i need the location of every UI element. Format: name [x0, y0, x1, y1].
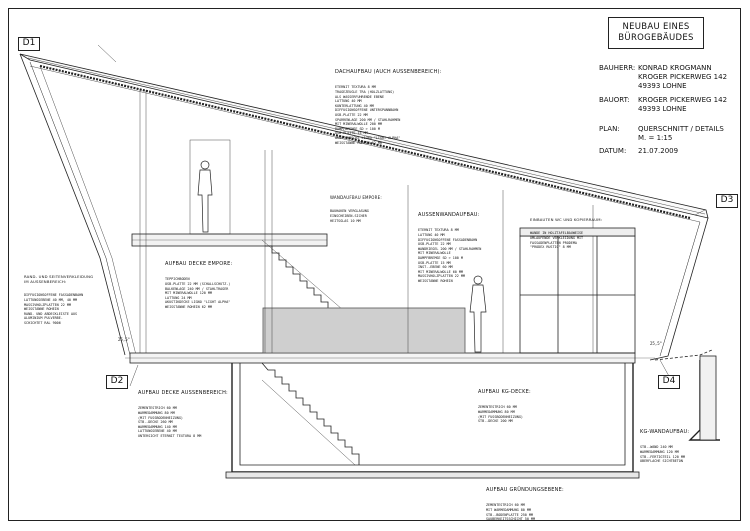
annotation-body: ETERNIT TEXTURA 8 MM TRAGEZEUGLE TRA (HOLZLATTUNG) ALS WASSERFUHRENDE EBENE LATTUNG 40 MM KONTERLATTUNG 40 MM DIFFUSIONSOFFENE UNTERSPANNBAHN OSB-PLATTE 22 MM SPARRENLAGE 200 MM / STAHLRAHMEN MIT MINERALWOLLE 200 MM DAMPFBREMSE SD > 100 M OSB-PLATTE 15 MM AKUSTIKDECKE LIGNO "LIGHT ALPHA" WEISSTANNE ROHEIN 62 MM	[335, 85, 401, 145]
info-value: KROGER PICKERWEG 142 49393 LOHNE	[638, 96, 728, 113]
slope-label-right: 25,5°	[650, 341, 663, 346]
info-bauherr	[599, 64, 741, 94]
info-key: PLAN:	[599, 125, 620, 133]
annotation-gruendung	[486, 478, 564, 531]
person-figure-gallery	[198, 161, 212, 232]
annotation-body: ZEMENTESTRICH 60 MM WARMEDAMMUNG 80 MM (MIT FUSSBODENHEIZUNG) STB.-DECKE 200 MM	[478, 405, 523, 424]
info-key: BAUHERR:	[599, 64, 636, 72]
annotation-heading: AUFBAU DECKE AUSSENBEREICH:	[138, 390, 228, 397]
info-key: BAUORT:	[599, 96, 630, 104]
basement-stair	[262, 363, 359, 465]
basement-outline	[240, 363, 625, 465]
annotation-heading: DACHAUFBAU (AUCH AUSSENBEREICH):	[335, 69, 442, 76]
annotation-body: ZEMENTESTRICH 60 MM WARMEDAMMUNG 80 MM (MIT FUSSBODENHEIZUNG) STB.-DECKE 260 MM WARMEDAMMUNG 140 MM LATTUNGSEBENE 40 MM UNTERSICHT ETERNIT TEXTURA 8 MM	[138, 406, 202, 438]
annotation-kg-decke	[478, 380, 531, 433]
annotation-aussenwand	[418, 203, 481, 293]
annotation-body: ETERNIT TEXTURA 8 MM LATTUNG 40 MM DIFFUSIONSOFFENE FASSADENBAHN OSB-PLATTE 22 MM WANDRIEGEL 200 MM / STAHLRAHMEN MIT MINERALWOLLE DAMPFBREMSE SD > 100 M OSB-PLATTE 15 MM INST.-EBENE 60 MM MIT MINERALWOLLE 60 MM MASSIVHOLZPLATTEN 22 MM WEISSTANNE ROHEIN	[418, 228, 482, 283]
annotation-body: ZEMENTESTRICH 60 MM MIT WARMEDAMMUNG 80 MM STB.-BODENPLATTE 250 MM SAUBERKEITSSCHICHT 50 MM	[486, 503, 535, 522]
annotation-body: STB.-WAND 240 MM WARMEDAMMUNG 120 MM STB.-FERTIGTEIL 120 MM OBERFLACHE SICHTBETON	[640, 445, 685, 464]
annotation-body: TEPPICHBODEN OSB-PLATTE 22 MM (SCHALLSCHUTZ.) BALKENLAGE 240 MM / STAHLTRAGER MIT MINERALWOLLE 120 MM LATTUNG 24 MM AKUSTIKDECKE LIGNO "LIGHT ALPHA" WEISSTANNE ROHEIN 62 MM	[165, 277, 231, 309]
annotation-dachaufbau	[335, 60, 442, 154]
info-value: 21.07.2009	[638, 147, 679, 155]
annotation-body: BAUHAKEN VERGLASUNG EINSCHEIBEN-SICHER HEITSGLAS 10 MM	[330, 209, 369, 223]
info-value: QUERSCHNITT / DETAILS M. = 1:15	[638, 125, 724, 142]
info-plan	[599, 125, 741, 145]
annotation-einbauten	[530, 208, 602, 259]
info-datum	[599, 147, 741, 157]
info-bauort	[599, 96, 741, 116]
info-value: KONRAD KROGMANN KROGER PICKERWEG 142 49393 LOHNE	[638, 64, 728, 90]
project-title-box	[608, 17, 704, 49]
annotation-heading: AUFBAU DECKE EMPORE:	[165, 261, 233, 268]
annotation-heading: AUFBAU GRÜNDUNGSEBENE:	[486, 487, 564, 494]
right-facade	[650, 218, 708, 360]
stair-core	[263, 308, 465, 353]
detail-tag-d3: D3	[716, 194, 738, 208]
detail-tag-d2: D2	[106, 375, 128, 389]
annotation-decke-empore	[165, 252, 232, 319]
annotation-rand	[24, 265, 94, 335]
annotation-decke-aussen	[138, 381, 228, 448]
slope-label-left: 25,5°	[118, 337, 131, 342]
annotation-kg-wand	[640, 420, 689, 473]
annotation-wand-empore	[330, 186, 382, 232]
annotation-heading: EINBAUTEN WC UND KOPIERRAUM:	[530, 217, 603, 223]
project-title-line2: BÜROGEBÄUDES	[618, 33, 694, 43]
detail-tag-d1: D1	[18, 37, 40, 51]
annotation-heading: RAND- UND SEITENVERKLEIDUNG IM AUSSENBEREICH:	[24, 274, 94, 285]
project-title-line1: NEUBAU EINES	[622, 22, 690, 32]
annotation-heading: WANDAUFBAU EMPORE:	[330, 195, 382, 201]
annotation-body: WANDE IN HOLZTAFELBAUWEISE UMLAUFENDE VERKLEIDUNG MIT FASSADENPLATTEN PRODEMA "PRODEX RUSTIC" 8 MM	[530, 231, 584, 250]
info-key: DATUM:	[599, 147, 627, 155]
annotation-heading: AUFBAU KG-DECKE:	[478, 389, 531, 396]
annotation-heading: AUSSENWANDAUFBAU:	[418, 212, 480, 219]
annotation-heading: KG-WANDAUFBAU:	[640, 429, 690, 436]
annotation-body: DIFFUSIONSOFFENE FASSADENBAHN LATTUNGSEBENE 40 MM, 40 MM MASSIVHOLZPLATTEN 22 MM WEISSTANNE ROHEIN RAND- UND ABDECKLEISTE AUS ALUMINIUM PULVERBE- SCHICHTET RAL 9006	[24, 293, 84, 325]
detail-tag-d4: D4	[658, 375, 680, 389]
